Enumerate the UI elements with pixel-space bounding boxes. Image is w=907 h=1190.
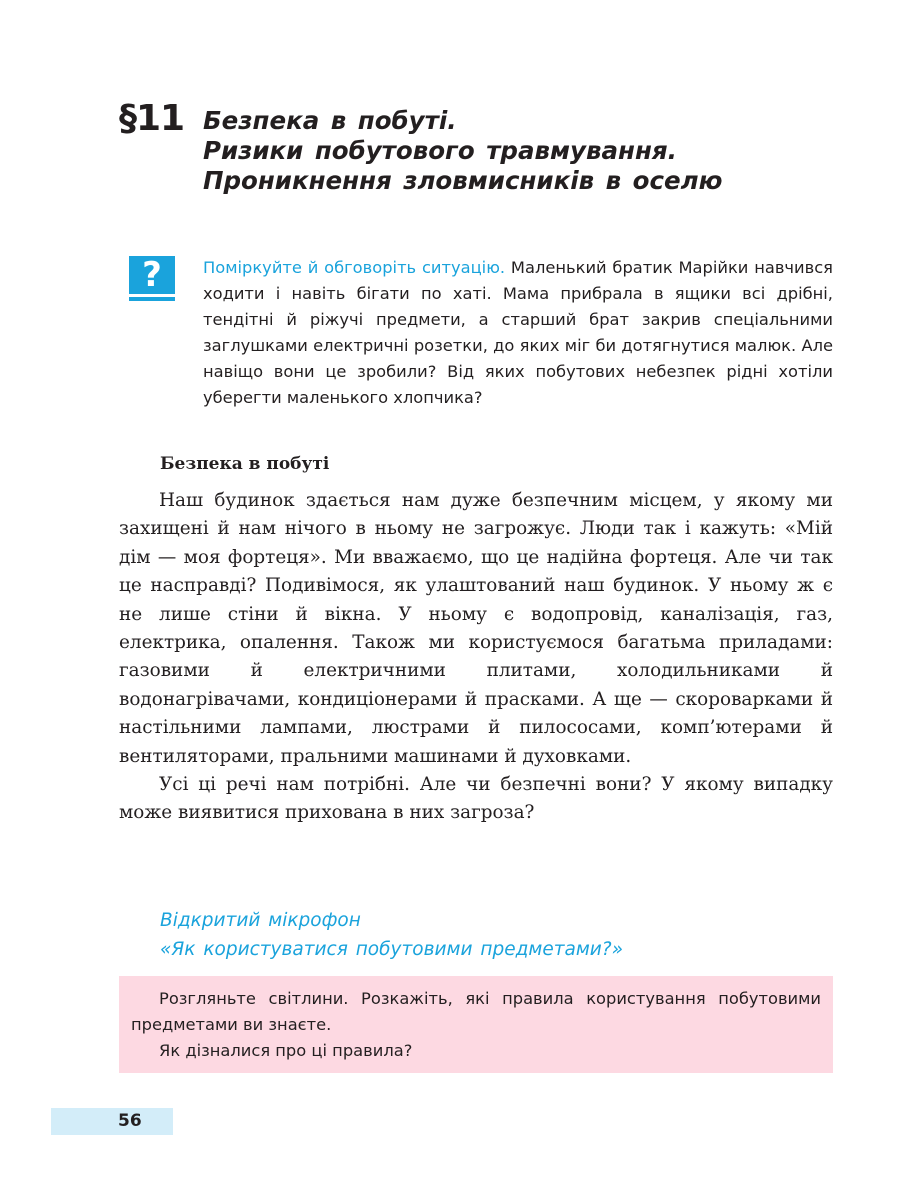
section-title-line: Проникнення зловмисників в оселю xyxy=(203,166,723,195)
body-paragraph: Усі ці речі нам потрібні. Але чи безпечні вони? У якому випадку може виявитися прихована в них загроза? xyxy=(119,774,833,824)
situation-lead: Поміркуйте й обговоріть ситуацію. xyxy=(203,258,506,277)
section-title-line: Безпека в побуті. xyxy=(203,106,457,135)
open-mic-label: Відкритий мікрофон xyxy=(160,910,361,931)
question-mark-icon xyxy=(129,256,175,302)
page-number: 56 xyxy=(118,1111,142,1131)
open-mic-question: «Як користуватися побутовими предметами?» xyxy=(160,939,624,960)
situation-block xyxy=(203,255,833,411)
situation-text: Маленький братик Марійки навчився ходити і навіть бігати по хаті. Мама прибрала в ящики всі дрібні, тендітні й ріжучі предмети, а старший брат закрив спеціальними заглушками електричні розетки, до яких міг би дотягнутися малюк. Але навіщо вони це зробили? Від яких побутових небезпек рідні хотіли уберегти маленького хлопчика? xyxy=(203,258,833,407)
section-number: §11 xyxy=(119,98,185,139)
question-icon-underline xyxy=(129,297,175,301)
open-mic-heading xyxy=(160,906,840,964)
body-text xyxy=(119,487,833,828)
subheading: Безпека в побуті xyxy=(160,454,330,474)
task-paragraph: Як дізналися про ці правила? xyxy=(159,1041,413,1060)
section-title-line: Ризики побутового травмування. xyxy=(203,136,677,165)
page-number-tab xyxy=(51,1108,173,1135)
question-mark-glyph: ? xyxy=(129,256,175,294)
body-paragraph: Наш будинок здається нам дуже безпечним місцем, у якому ми захищені й нам нічого в ньому не загрожує. Люди так і кажуть: «Мій дім — моя фортеця». Ми вважаємо, що це надійна фортеця. Але чи так це насправді? Подивімося, як улаштований наш будинок. У ньому ж є не лише стіни й вікна. У ньому є водопровід, каналізація, газ, електрика, опалення. Також ми користуємося багатьма приладами: газовими й електричними плитами, холодильниками й водонагрівачами, кондиціонерами й прасками. А ще — скороварками й настільними лампами, люстрами й пилососами, комп’ютерами й вентиляторами, пральними машинами й духовками. xyxy=(119,490,833,767)
task-paragraph: Розгляньте світлини. Розкажіть, які правила користування побутовими предметами ви знаєте. xyxy=(131,989,821,1034)
section-title xyxy=(203,106,863,196)
task-box xyxy=(119,976,833,1073)
task-text xyxy=(131,986,821,1064)
